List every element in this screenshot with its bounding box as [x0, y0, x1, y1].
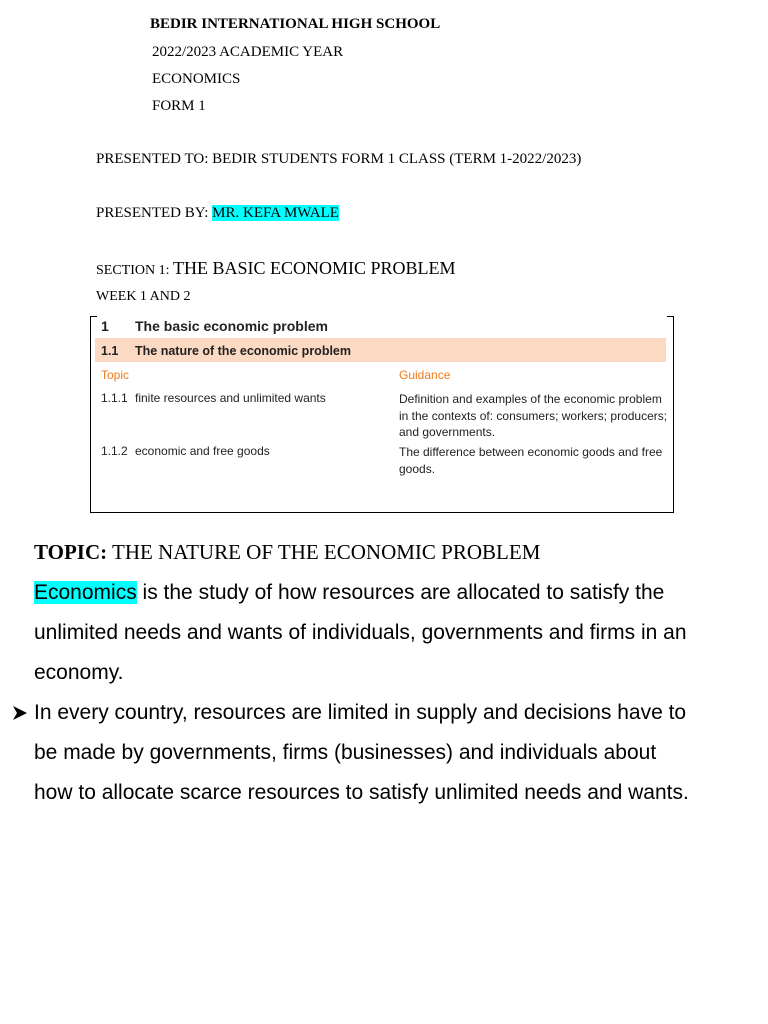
definition-term: Economics [34, 581, 137, 604]
row-number: 1.1.2 [101, 444, 128, 458]
presented-by-label: PRESENTED BY: [96, 205, 213, 221]
box-corner-left [90, 316, 97, 325]
form-level: FORM 1 [152, 98, 206, 114]
row-topic: economic and free goods [135, 444, 270, 458]
presented-by [96, 205, 339, 222]
syllabus-subheading-number: 1.1 [101, 344, 119, 358]
topic-title: THE NATURE OF THE ECONOMIC PROBLEM [107, 540, 541, 564]
week-label: WEEK 1 AND 2 [96, 289, 191, 304]
topic-heading [34, 540, 540, 565]
bullet-paragraph: In every country, resources are limited in supply and decisions have to be made by governments, firms (businesses) and individuals about how to allocate scarce resources to satisfy unlimited needs and wants. [34, 701, 689, 804]
row-number: 1.1.1 [101, 391, 128, 405]
definition-paragraph [34, 573, 694, 693]
row-topic: finite resources and unlimited wants [135, 391, 326, 405]
arrowhead-bullet-icon [12, 705, 28, 721]
column-header-guidance: Guidance [399, 368, 451, 382]
section-label: SECTION 1: [96, 263, 173, 278]
syllabus-heading-title: The basic economic problem [135, 318, 328, 334]
presenter-name: MR. KEFA MWALE [212, 205, 339, 221]
syllabus-extract [90, 316, 674, 513]
subject-name: ECONOMICS [152, 71, 241, 87]
section-title: THE BASIC ECONOMIC PROBLEM [173, 258, 456, 278]
presented-to: PRESENTED TO: BEDIR STUDENTS FORM 1 CLASS (TERM 1-2022/2023) [96, 151, 582, 167]
column-header-topic: Topic [101, 368, 130, 382]
section-heading [96, 258, 456, 279]
definition-text: is the study of how resources are allocated to satisfy the unlimited needs and wants of individuals, governments and firms in an economy. [34, 581, 687, 684]
school-name: BEDIR INTERNATIONAL HIGH SCHOOL [150, 16, 441, 32]
academic-year: 2022/2023 ACADEMIC YEAR [152, 44, 344, 60]
syllabus-subheading-title: The nature of the economic problem [135, 344, 351, 358]
row-guidance: Definition and examples of the economic problem in the contexts of: consumers; workers; producers; and governments. [399, 392, 668, 439]
syllabus-heading-number: 1 [101, 318, 109, 334]
box-corner-right [667, 316, 674, 325]
topic-label: TOPIC: [34, 540, 108, 564]
row-guidance: The difference between economic goods and free goods. [399, 445, 663, 476]
